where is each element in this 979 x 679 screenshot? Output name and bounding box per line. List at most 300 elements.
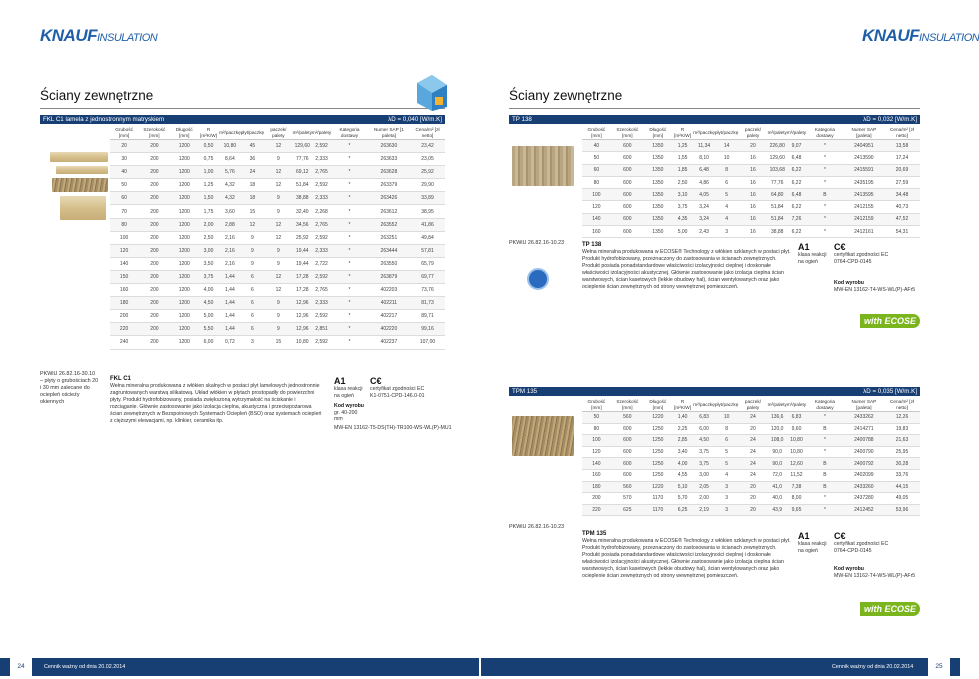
table-cell: 220 bbox=[110, 323, 138, 336]
table-cell: 2,88 bbox=[219, 218, 241, 231]
table-cell: 200 bbox=[138, 297, 170, 310]
table-cell: 1,85 bbox=[672, 164, 693, 176]
table-cell: * bbox=[806, 435, 844, 447]
table-cell: * bbox=[331, 153, 368, 166]
table-cell: 51,84 bbox=[293, 179, 312, 192]
table-cell: 2435195 bbox=[844, 176, 884, 188]
table-cell: 41,0 bbox=[768, 481, 787, 493]
table-cell: 6,83 bbox=[693, 412, 715, 424]
table-cell: 23,42 bbox=[410, 140, 445, 153]
table-cell: 200 bbox=[138, 153, 170, 166]
table-cell: 3,40 bbox=[672, 446, 693, 458]
product-image-tpm135 bbox=[512, 416, 574, 456]
table-cell: 180 bbox=[582, 481, 611, 493]
table-cell: 600 bbox=[611, 423, 644, 435]
pkwiu-code-tpm135: PKWiU 26.82.16-10.23 bbox=[509, 524, 565, 530]
table-cell: 4 bbox=[715, 201, 738, 213]
ce-cert-fkl: C€ certyfikat zgodności EC K1-0751-CPD-146.0-01 bbox=[370, 376, 448, 399]
table-cell: 20 bbox=[738, 423, 767, 435]
table-cell: 3,75 bbox=[693, 458, 715, 470]
table-cell: 50 bbox=[110, 179, 138, 192]
table-cell: 180 bbox=[110, 297, 138, 310]
house-wall-icon bbox=[415, 73, 449, 111]
product-image-fkl-4 bbox=[60, 196, 106, 220]
table-cell: 6 bbox=[241, 310, 264, 323]
table-cell: 38,88 bbox=[768, 226, 787, 238]
table-cell: * bbox=[806, 176, 844, 188]
table-cell: 200 bbox=[138, 192, 170, 205]
table-cell: 600 bbox=[611, 164, 644, 176]
column-header: płyt/paczkę bbox=[715, 126, 738, 140]
column-header: paczek/ palety bbox=[738, 126, 767, 140]
table-cell: 12 bbox=[241, 218, 264, 231]
pkwiu-code-left: PKWiU 26.82.16-30.10 – płyty o grubościach 20 i 30 mm zalecane do ocieplеń ościeży okiennych bbox=[40, 371, 99, 405]
table-row bbox=[582, 412, 920, 424]
table-row bbox=[110, 257, 445, 270]
ecose-certificate-badge-icon bbox=[527, 268, 549, 290]
table-cell: 6,00 bbox=[693, 423, 715, 435]
table-cell: 25,92 bbox=[410, 166, 445, 179]
table-row bbox=[582, 446, 920, 458]
column-header: m²/palety bbox=[293, 126, 312, 140]
table-cell: 1250 bbox=[644, 469, 672, 481]
table-cell: * bbox=[331, 257, 368, 270]
table-row bbox=[110, 270, 445, 283]
table-cell: 6,83 bbox=[787, 412, 806, 424]
table-cell: 2,16 bbox=[219, 257, 241, 270]
table-cell: 77,76 bbox=[293, 153, 312, 166]
table-cell: 40,73 bbox=[884, 201, 920, 213]
column-header: Numer SAP [1 paleta] bbox=[368, 126, 410, 140]
table-cell: 51,84 bbox=[768, 201, 787, 213]
table-cell: 9 bbox=[264, 244, 292, 257]
table-cell: 1200 bbox=[171, 310, 198, 323]
table-cell: 29,90 bbox=[410, 179, 445, 192]
table-cell: 4,55 bbox=[672, 469, 693, 481]
table-cell: 9 bbox=[264, 153, 292, 166]
table-cell: 200 bbox=[138, 270, 170, 283]
table-cell: * bbox=[331, 310, 368, 323]
table-cell: 1350 bbox=[644, 201, 672, 213]
table-cell: 5 bbox=[715, 458, 738, 470]
table-cell: 34,48 bbox=[884, 189, 920, 201]
table-cell: 600 bbox=[611, 176, 644, 188]
table-cell: * bbox=[331, 297, 368, 310]
table-cell: 560 bbox=[611, 481, 644, 493]
table-cell: 47,52 bbox=[884, 213, 920, 225]
table-cell: 402220 bbox=[368, 323, 410, 336]
table-cell: 2,50 bbox=[198, 231, 219, 244]
ecose-logo-tp138: with ECOSE bbox=[860, 314, 920, 328]
table-cell: 53,96 bbox=[884, 504, 920, 516]
table-cell: 570 bbox=[611, 493, 644, 505]
table-cell: 80 bbox=[582, 423, 611, 435]
table-cell: 15 bbox=[264, 336, 292, 349]
section-bar-tp138: TP 138 λD = 0,032 [W/m.K] bbox=[509, 115, 920, 124]
table-cell: 20 bbox=[110, 140, 138, 153]
section-title-fkl: FKL C1 lamela z jednostronnym matryskiem bbox=[43, 116, 165, 123]
column-header: płyt/paczkę bbox=[715, 398, 738, 412]
table-cell: * bbox=[806, 164, 844, 176]
table-cell: 2,333 bbox=[312, 297, 331, 310]
description-fkl: FKL C1 Wełna mineralna produkowana z włókien skalnych w postaci płyt lamelowych jednostronnie zagruntowanych warstwą silikatową. Układ włókien w płytach prostopadły do powierzchni płyty. Produkt hydrofobizowany, posiada zwiększoną wytrzymałość na ściskanie i rozciąganie. Głównie zastosowanie jako izolacja cieplna, akustyczna i przeciwpożarowa ścian zewnętrznych w Bezspoinowych Systemach Ociepleń (BSO) oraz systemach ociepleń z cięższymi elewacjami, np. klinkier, ceramika itp. bbox=[110, 376, 322, 424]
table-cell: 2,592 bbox=[312, 310, 331, 323]
table-cell: 41,86 bbox=[410, 218, 445, 231]
column-header: Szerokość [mm] bbox=[138, 126, 170, 140]
table-cell: 38,88 bbox=[293, 192, 312, 205]
table-cell: 24 bbox=[738, 458, 767, 470]
validity-date-left: Cennik ważny od dnia 20.02.2014 bbox=[44, 664, 126, 670]
table-cell: 402211 bbox=[368, 297, 410, 310]
table-cell: 160 bbox=[582, 226, 611, 238]
pkwiu-code-tp138: PKWiU 26.82.16-10.23 bbox=[509, 240, 565, 246]
column-header: R [m²K/W] bbox=[198, 126, 219, 140]
table-cell: 9,07 bbox=[787, 140, 806, 152]
title-rule-left bbox=[40, 108, 445, 109]
table-cell: 2402099 bbox=[844, 469, 884, 481]
side-note-left: – płyty o grubościach 20 i 30 mm zalecane do ocieplеń ościeży okiennych bbox=[40, 378, 99, 405]
table-row bbox=[110, 244, 445, 257]
table-cell: 2,333 bbox=[312, 244, 331, 257]
table-cell: 2,85 bbox=[672, 435, 693, 447]
table-cell: 20 bbox=[738, 481, 767, 493]
column-header: m³/palety bbox=[787, 398, 806, 412]
table-cell: * bbox=[806, 226, 844, 238]
table-cell: 57,81 bbox=[410, 244, 445, 257]
table-cell: B bbox=[806, 189, 844, 201]
table-cell: 2,722 bbox=[312, 257, 331, 270]
table-cell: 25,95 bbox=[884, 446, 920, 458]
table-cell: 5,50 bbox=[198, 323, 219, 336]
table-cell: 2,851 bbox=[312, 323, 331, 336]
table-cell: 2,592 bbox=[312, 270, 331, 283]
table-cell: 1350 bbox=[644, 152, 672, 164]
table-cell: * bbox=[331, 205, 368, 218]
table-cell: 402217 bbox=[368, 310, 410, 323]
table-cell: 2,25 bbox=[672, 423, 693, 435]
table-cell: 99,16 bbox=[410, 323, 445, 336]
table-cell: 600 bbox=[611, 469, 644, 481]
column-header: Kategoria dostawy bbox=[806, 126, 844, 140]
table-cell: 1200 bbox=[171, 179, 198, 192]
table-cell: 2437280 bbox=[844, 493, 884, 505]
table-cell: 263444 bbox=[368, 244, 410, 257]
table-cell: 19,44 bbox=[293, 244, 312, 257]
table-cell: 6,48 bbox=[787, 189, 806, 201]
table-cell: 140 bbox=[582, 458, 611, 470]
fire-class-tpm135: A1 klasa reakcji na ogień bbox=[798, 531, 827, 554]
table-cell: 402237 bbox=[368, 336, 410, 349]
table-cell: 150 bbox=[110, 270, 138, 283]
table-cell: 263879 bbox=[368, 270, 410, 283]
ce-mark-icon: C€ bbox=[834, 531, 846, 541]
table-cell: 4,50 bbox=[693, 435, 715, 447]
table-cell: 20 bbox=[738, 493, 767, 505]
table-cell: B bbox=[806, 458, 844, 470]
table-cell: 100 bbox=[582, 435, 611, 447]
table-cell: 38,95 bbox=[410, 205, 445, 218]
table-cell: 24 bbox=[738, 446, 767, 458]
ce-mark-icon: C€ bbox=[370, 376, 382, 386]
table-cell: * bbox=[806, 446, 844, 458]
section-bar-tpm135: TPM 135 λD = 0,035 [W/m.K] bbox=[509, 387, 920, 396]
column-header: Grubość [mm] bbox=[110, 126, 138, 140]
table-cell: 2400788 bbox=[844, 435, 884, 447]
table-cell: 18 bbox=[241, 192, 264, 205]
table-cell: 100 bbox=[582, 189, 611, 201]
table-cell: 263251 bbox=[368, 231, 410, 244]
table-cell: * bbox=[331, 270, 368, 283]
table-cell: 140 bbox=[110, 257, 138, 270]
table-cell: 6,22 bbox=[787, 164, 806, 176]
table-cell: 1200 bbox=[171, 323, 198, 336]
table-cell: 7,38 bbox=[787, 481, 806, 493]
table-cell: 21,63 bbox=[884, 435, 920, 447]
column-header: Numer SAP [paleta] bbox=[844, 398, 884, 412]
table-row bbox=[582, 423, 920, 435]
table-row bbox=[110, 297, 445, 310]
table-cell: 2412161 bbox=[844, 226, 884, 238]
table-cell: 600 bbox=[611, 140, 644, 152]
table-cell: 54,31 bbox=[884, 226, 920, 238]
table-cell: 77,76 bbox=[768, 176, 787, 188]
table-cell: 6,22 bbox=[787, 226, 806, 238]
table-cell: 2,05 bbox=[693, 481, 715, 493]
table-cell: 12 bbox=[264, 179, 292, 192]
table-cell: 80 bbox=[582, 176, 611, 188]
table-cell: 200 bbox=[582, 493, 611, 505]
table-cell: 6 bbox=[241, 270, 264, 283]
column-header: Cena/m² [zł netto] bbox=[884, 126, 920, 140]
table-cell: 12,60 bbox=[787, 458, 806, 470]
table-cell: 19,44 bbox=[293, 257, 312, 270]
table-cell: 200 bbox=[138, 310, 170, 323]
table-row bbox=[582, 152, 920, 164]
table-cell: * bbox=[331, 323, 368, 336]
table-cell: 73,76 bbox=[410, 284, 445, 297]
table-cell: 2,592 bbox=[312, 140, 331, 153]
table-cell: 1350 bbox=[644, 189, 672, 201]
table-cell: 10 bbox=[715, 412, 738, 424]
table-cell: 1170 bbox=[644, 493, 672, 505]
table-cell: 600 bbox=[611, 446, 644, 458]
column-header: Cena/m² [zł netto] bbox=[410, 126, 445, 140]
table-cell: 1,75 bbox=[198, 205, 219, 218]
table-cell: 20,69 bbox=[884, 164, 920, 176]
table-cell: 1,44 bbox=[219, 323, 241, 336]
page-number-right: 25 bbox=[928, 658, 950, 676]
table-cell: 69,12 bbox=[293, 166, 312, 179]
column-header: Szerokość [mm] bbox=[611, 126, 644, 140]
table-row bbox=[110, 231, 445, 244]
table-cell: 2,333 bbox=[312, 153, 331, 166]
table-row bbox=[582, 458, 920, 470]
table-cell: 16 bbox=[738, 201, 767, 213]
table-cell: 81,73 bbox=[410, 297, 445, 310]
table-cell: 3,75 bbox=[693, 446, 715, 458]
table-cell: 120 bbox=[582, 446, 611, 458]
table-cell: 140 bbox=[582, 213, 611, 225]
table-row bbox=[110, 336, 445, 349]
table-cell: 1200 bbox=[171, 284, 198, 297]
table-cell: 12 bbox=[264, 218, 292, 231]
table-cell: 0,50 bbox=[198, 140, 219, 153]
column-header: m³/palety bbox=[787, 126, 806, 140]
table-cell: 1200 bbox=[171, 192, 198, 205]
table-cell: 1,44 bbox=[219, 284, 241, 297]
table-cell: 1,55 bbox=[672, 152, 693, 164]
table-cell: 2412159 bbox=[844, 213, 884, 225]
column-header: m²/palety bbox=[768, 126, 787, 140]
table-cell: 12,96 bbox=[293, 323, 312, 336]
column-header: Grubość [mm] bbox=[582, 398, 611, 412]
column-header: paczek/ palety bbox=[264, 126, 292, 140]
table-cell: 64,80 bbox=[768, 189, 787, 201]
table-cell: 5,00 bbox=[672, 226, 693, 238]
table-cell: 9,65 bbox=[787, 504, 806, 516]
table-cell: 4,50 bbox=[198, 297, 219, 310]
table-cell: 263612 bbox=[368, 205, 410, 218]
table-cell: 3 bbox=[715, 493, 738, 505]
table-cell: 6 bbox=[241, 297, 264, 310]
column-header: m²/palety bbox=[768, 398, 787, 412]
table-cell: 69,77 bbox=[410, 270, 445, 283]
table-cell: 2400790 bbox=[844, 446, 884, 458]
price-table-tpm135 bbox=[582, 398, 920, 516]
table-cell: 1250 bbox=[644, 446, 672, 458]
table-cell: 12 bbox=[264, 140, 292, 153]
column-header: Długość [mm] bbox=[644, 126, 672, 140]
table-cell: 103,68 bbox=[768, 164, 787, 176]
table-cell: 12 bbox=[264, 166, 292, 179]
table-cell: 600 bbox=[611, 201, 644, 213]
table-cell: 1220 bbox=[644, 412, 672, 424]
table-cell: 50 bbox=[582, 152, 611, 164]
table-cell: 5,70 bbox=[672, 493, 693, 505]
table-cell: 6 bbox=[715, 176, 738, 188]
table-cell: 2,00 bbox=[198, 218, 219, 231]
table-cell: 3,75 bbox=[672, 201, 693, 213]
table-cell: 200 bbox=[138, 166, 170, 179]
table-cell: 600 bbox=[611, 458, 644, 470]
table-row bbox=[582, 493, 920, 505]
table-row bbox=[110, 140, 445, 153]
table-cell: 3 bbox=[715, 226, 738, 238]
column-header: m²/paczkę bbox=[693, 398, 715, 412]
table-cell: 263550 bbox=[368, 257, 410, 270]
table-row bbox=[110, 166, 445, 179]
table-cell: 90,0 bbox=[768, 446, 787, 458]
table-cell: 1170 bbox=[644, 504, 672, 516]
table-cell: 3,10 bbox=[672, 189, 693, 201]
table-cell: 1250 bbox=[644, 423, 672, 435]
column-header: R [m²K/W] bbox=[672, 398, 693, 412]
column-header: R [m²K/W] bbox=[672, 126, 693, 140]
table-cell: 2,765 bbox=[312, 218, 331, 231]
table-cell: 129,60 bbox=[293, 140, 312, 153]
table-cell: 1200 bbox=[171, 336, 198, 349]
title-rule-right bbox=[509, 108, 920, 109]
table-cell: 160 bbox=[582, 469, 611, 481]
table-cell: 2,00 bbox=[693, 493, 715, 505]
table-row bbox=[582, 164, 920, 176]
table-cell: 17,28 bbox=[293, 284, 312, 297]
table-cell: 9 bbox=[264, 297, 292, 310]
table-cell: 33,76 bbox=[884, 469, 920, 481]
table-cell: 20 bbox=[738, 140, 767, 152]
table-cell: 1200 bbox=[171, 153, 198, 166]
table-cell: 0,75 bbox=[198, 153, 219, 166]
column-header: Cena/m² [zł netto] bbox=[884, 398, 920, 412]
table-cell: * bbox=[806, 201, 844, 213]
table-cell: 9 bbox=[241, 257, 264, 270]
product-image-fkl-1 bbox=[50, 152, 108, 162]
table-cell: 200 bbox=[138, 323, 170, 336]
table-cell: 200 bbox=[138, 244, 170, 257]
table-row bbox=[582, 213, 920, 225]
table-cell: 2,592 bbox=[312, 336, 331, 349]
table-cell: 5,76 bbox=[219, 166, 241, 179]
table-cell: 17,28 bbox=[293, 270, 312, 283]
table-cell: 49,05 bbox=[884, 493, 920, 505]
table-row bbox=[582, 140, 920, 152]
table-cell: 2412155 bbox=[844, 201, 884, 213]
product-image-fkl-3 bbox=[52, 178, 108, 192]
table-cell: 1,44 bbox=[219, 310, 241, 323]
table-cell: 2,43 bbox=[693, 226, 715, 238]
table-cell: 9 bbox=[264, 205, 292, 218]
column-header: płyt/paczkę bbox=[241, 126, 264, 140]
table-cell: 24 bbox=[241, 166, 264, 179]
table-cell: 6 bbox=[241, 284, 264, 297]
column-header: Grubość [mm] bbox=[582, 126, 611, 140]
table-cell: 7,26 bbox=[787, 213, 806, 225]
table-cell: 3,50 bbox=[198, 257, 219, 270]
table-cell: 3,24 bbox=[693, 201, 715, 213]
table-cell: 9 bbox=[241, 244, 264, 257]
table-cell: 3,00 bbox=[198, 244, 219, 257]
table-cell: 1,25 bbox=[672, 140, 693, 152]
table-cell: 8,00 bbox=[787, 493, 806, 505]
product-image-fkl-2 bbox=[56, 166, 108, 174]
table-cell: 8,10 bbox=[693, 152, 715, 164]
table-cell: 6,48 bbox=[693, 164, 715, 176]
table-cell: 1350 bbox=[644, 226, 672, 238]
page-number-left: 24 bbox=[10, 658, 32, 676]
product-code-fkl: MW-EN 13162-T5-DS(TH)-TR100-WS-WL(P)-MU1 bbox=[334, 425, 452, 431]
table-cell: 8,64 bbox=[219, 153, 241, 166]
table-cell: 200 bbox=[138, 179, 170, 192]
table-cell: 2,268 bbox=[312, 205, 331, 218]
table-cell: 40 bbox=[110, 166, 138, 179]
table-cell: 2413595 bbox=[844, 189, 884, 201]
table-cell: 625 bbox=[611, 504, 644, 516]
table-row bbox=[110, 284, 445, 297]
table-cell: 19,83 bbox=[884, 423, 920, 435]
table-cell: 4,32 bbox=[219, 192, 241, 205]
product-code-tp138: Kod wyrobu MW-EN 13162-T4-WS-WL(P)-AFr5 bbox=[834, 280, 916, 293]
table-cell: 60 bbox=[110, 192, 138, 205]
table-cell: 2414271 bbox=[844, 423, 884, 435]
table-cell: 24 bbox=[738, 469, 767, 481]
table-cell: 2,592 bbox=[312, 179, 331, 192]
table-cell: 220 bbox=[582, 504, 611, 516]
column-header: Szerokość [mm] bbox=[611, 398, 644, 412]
table-cell: 1,44 bbox=[219, 270, 241, 283]
table-cell: 6 bbox=[241, 323, 264, 336]
table-cell: * bbox=[331, 140, 368, 153]
description-tpm135: TPM 135 Wełna mineralna produkowana w ECOSE® Technology z włókien szklanych w postaci płyt. Produkt hydrofobizowany, przeznaczony do zastosowania w ścianach zewnętrznych. Produkt posiada ponadstandardowe właściwości izolacyjności cieplnej i doskonałe właściwości izolacyjności akustycznej. Głównie zastosowanie jako izolacja cieplna ścian warstwowych, ścian kasetowych (lekkie obudowy hal), ścian wentylowanych oraz jako ocieplenie ścian zewnętrznych od strony wewnętrznej pomieszczeń. bbox=[582, 531, 791, 579]
